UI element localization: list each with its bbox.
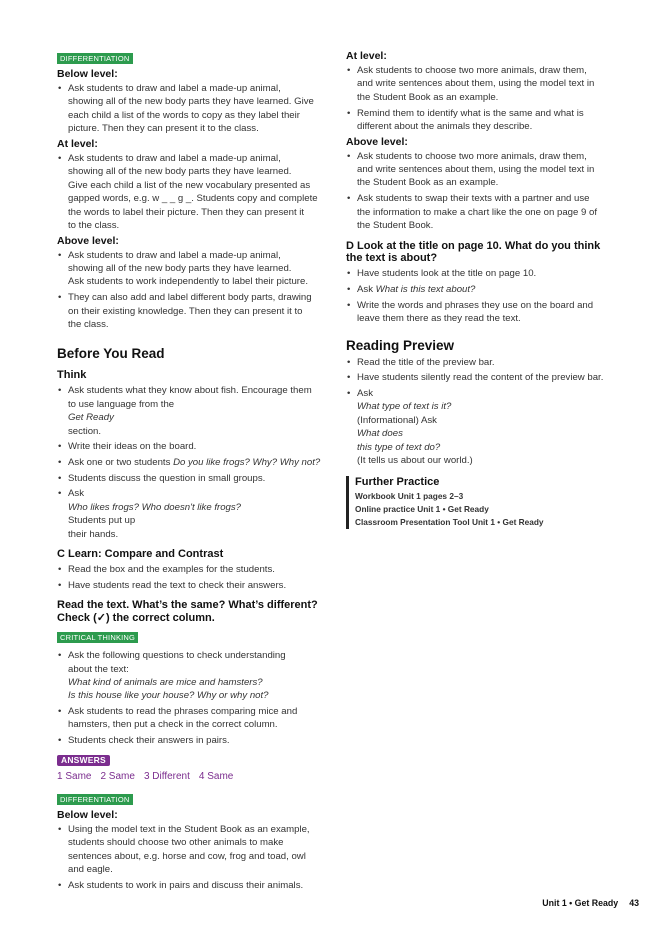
answer-item: 2 Same (100, 770, 135, 782)
think-list (57, 384, 324, 541)
answer-item: 1 Same (57, 770, 92, 782)
list-item: • Read the box and the examples for the students. (57, 563, 324, 576)
list-item: • Using the model text in the Student Book as an example, students should choose two other animals to make sentences about, e.g. horse and cow, frog and toad, owl and eagle. (57, 823, 324, 877)
look-at-title-heading: D Look at the title on page 10. What do you think the text is about? (346, 240, 601, 265)
list-item: • Ask students to swap their texts with a partner and use the information to make a chart like the one on page 9 of the Student Book. (346, 192, 616, 232)
page-footer (542, 898, 639, 908)
reading-preview-heading: Reading Preview (346, 337, 455, 353)
below-level-label: Below level: (57, 808, 118, 821)
list-item: • Ask students to choose two more animals, draw them, and write sentences about them, using the model text in the Student Book as an example. (346, 150, 616, 190)
list-item: • Write the words and phrases they use on the board and leave them there as they read the text. (346, 299, 616, 326)
list-item: • Ask students to draw and label a made-up animal, showing all of the new body parts they have learned. Give each child a list of the words to copy as they label their picture. Then they can present it to the class. (57, 82, 324, 136)
list-item: • Students discuss the question in small groups. (57, 472, 324, 485)
list-item: • Read the title of the preview bar. (346, 356, 616, 369)
below-level-label: Below level: (57, 68, 118, 80)
above-level-list (57, 249, 324, 332)
list-item: • Ask Who likes frogs? Who doesn't like frogs? Students put up their hands. (57, 487, 324, 541)
list-item: • Ask students to choose two more animals, draw them, and write sentences about them, using the model text in the Student Book as an example. (346, 64, 616, 104)
critical-thinking-list (57, 649, 324, 747)
further-practice-item: Online practice Unit 1 • Get Ready (355, 504, 489, 515)
list-item: • Have students look at the title on page 10. (346, 267, 616, 280)
left-column (57, 48, 324, 895)
above-level-label: Above level: (346, 135, 408, 148)
answers-list (57, 771, 324, 782)
before-you-read-heading: Before You Read (57, 346, 165, 362)
below-level-list (57, 823, 324, 892)
list-item: • Ask students to read the phrases comparing mice and hamsters, then put a check in the correct column. (57, 705, 324, 732)
list-item: • Ask students to draw and label a made-up animal, showing all of the new body parts they have learned. Give each child a list of the new vocabulary presented as gapped words, e.g. w _ _ g _. Students copy and complete the words to label their picture. Then they can present it to the class. (57, 152, 324, 232)
list-item: • Ask What is this text about? (346, 283, 616, 296)
think-heading: Think (57, 369, 87, 382)
look-at-title-list (346, 267, 616, 325)
reading-preview-list (346, 356, 616, 468)
further-practice-box (346, 476, 616, 529)
list-item: • Ask one or two students Do you like frogs? Why? Why not? (57, 456, 324, 469)
list-item: • Ask students what they know about fish. Encourage them to use language from the Get Ready section. (57, 384, 324, 438)
list-item: • Ask students to draw and label a made-up animal, showing all of the new body parts they have learned. Ask students to work independently to label their picture. (57, 249, 324, 289)
list-item: • Ask students to work in pairs and discuss their animals. (57, 879, 324, 892)
right-column (346, 48, 616, 529)
page-number: 43 (629, 898, 639, 908)
at-level-label: At level: (346, 50, 387, 62)
differentiation-tag: DIFFERENTIATION (57, 794, 133, 805)
list-item: • Have students read the text to check their answers. (57, 579, 324, 592)
answer-item: 3 Different (143, 770, 190, 782)
further-practice-title: Further Practice (355, 476, 440, 489)
at-level-list (57, 152, 324, 232)
answer-item: 4 Same (198, 770, 234, 782)
above-level-list (346, 150, 616, 233)
read-text-heading: Read the text. What’s the same? What’s different? Check (✓) the correct column. (57, 599, 318, 625)
list-item: • Remind them to identify what is the same and what is different about the animals they describe. (346, 107, 616, 134)
list-item: • They can also add and label different body parts, drawing on their existing knowledge. Then they can present it to the class. (57, 291, 324, 331)
critical-thinking-tag: CRITICAL THINKING (57, 632, 138, 643)
below-level-list (57, 82, 324, 136)
answers-tag: ANSWERS (57, 755, 110, 766)
further-practice-item: Classroom Presentation Tool Unit 1 • Get Ready (355, 517, 544, 528)
list-item: • Have students silently read the content of the preview bar. (346, 371, 616, 384)
footer-unit: Unit 1 • Get Ready (542, 898, 619, 908)
compare-contrast-list (57, 563, 324, 592)
further-practice-item: Workbook Unit 1 pages 2–3 (355, 491, 464, 502)
at-level-list (346, 64, 616, 133)
list-item: • Write their ideas on the board. (57, 440, 324, 453)
list-item: • Students check their answers in pairs. (57, 734, 324, 747)
differentiation-tag: DIFFERENTIATION (57, 53, 133, 64)
list-item: • Ask What type of text is it? (Informational) Ask What does this type of text do? (It tells us about our world.) (346, 387, 616, 467)
at-level-label: At level: (57, 137, 98, 150)
compare-contrast-heading: C Learn: Compare and Contrast (57, 548, 224, 561)
list-item: • Ask the following questions to check understanding about the text: What kind of animals are mice and hamsters? Is this house like your house? Why or why not? (57, 649, 324, 703)
above-level-label: Above level: (57, 234, 119, 247)
